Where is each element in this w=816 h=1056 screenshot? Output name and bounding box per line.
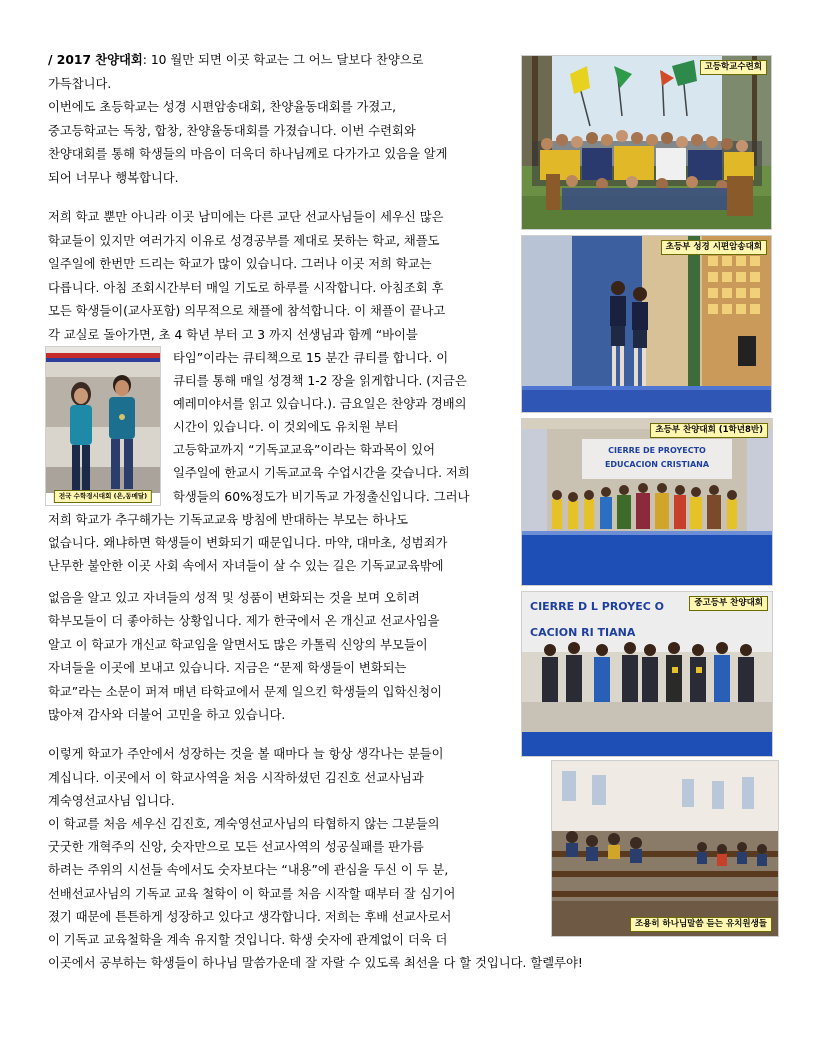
article-line-22: 난무한 불안한 이곳 사회 속에서 자녀들이 살 수 있는 길은 기독교교육밖에 — [48, 559, 444, 573]
article-line-1: / 2017 찬양대회: 10 월만 되면 이곳 학교는 그 어느 달보다 찬양으로 — [48, 53, 424, 67]
article-line-36: 졌기 때문에 튼튼하게 성장하고 있다고 생각합니다. 저희는 후배 선교사로서 — [48, 910, 452, 924]
highschool-banner-line2: CACION RI TIANA — [530, 626, 636, 639]
article-line-24: 학부모들이 더 좋아하는 상황입니다. 제가 한국에서 온 개신교 선교사임을 — [48, 614, 440, 628]
highschool-praise-photo — [521, 591, 773, 757]
article-line-6: 되어 너무나 행복합니다. — [48, 171, 179, 185]
article-line-34: 하려는 주위의 시선들 속에서도 숫자보다는 “내용”에 관심을 두신 이 두 분, — [48, 863, 449, 877]
article-line-21: 없습니다. 왜냐하면 학생들이 변화되기 때문입니다. 마약, 대마초, 성범죄가 — [48, 536, 448, 550]
article-line-2: 가득찹니다. — [48, 77, 112, 91]
kindergarten-photo — [551, 760, 779, 937]
article-line-28: 많아져 감사와 더불어 고민을 하고 있습니다. — [48, 708, 286, 722]
article-line-5: 찬양대회를 통해 학생들의 마음이 더욱더 하나님께로 다가가고 있음을 알게 — [48, 147, 448, 161]
article-line-33: 굿굿한 개혁주의 신앙, 숫자만으로 모든 선교사역의 성공실패를 판가름 — [48, 840, 424, 854]
elementary-praise-photo — [521, 418, 773, 586]
article-line-29: 이렇게 학교가 주안에서 성장하는 것을 볼 때마다 늘 항상 생각나는 분들이 — [48, 747, 444, 761]
article-heading: / 2017 찬양대회 — [48, 53, 143, 67]
kindergarten-caption: 조용히 하나님말씀 듣는 유치원생들 — [630, 917, 772, 932]
highschool-banner-line1: CIERRE D L PROYEC O — [530, 600, 664, 613]
article-line-19: 학생들의 60%정도가 비기독교 가정출신입니다. 그러나 — [173, 490, 470, 504]
article-line-18: 일주일에 한교시 기독교교육 수업시간을 갖습니다. 저희 — [173, 466, 470, 480]
retreat-photo — [521, 55, 772, 230]
article-line-14: 큐티를 통해 매일 성경책 1-2 장을 읽게합니다. (지금은 — [173, 374, 467, 388]
article-line-7: 저희 학교 뿐만 아니라 이곳 남미에는 다른 교단 선교사님들이 세우신 많은 — [48, 210, 444, 224]
article-line-38: 이곳에서 공부하는 학생들이 하나님 말씀가운데 잘 자랄 수 있도록 최선을 다 할 것입니다. 할렐루야! — [48, 956, 583, 970]
article-line-37: 이 기독교 교육철학을 계속 유지할 것입니다. 학생 숫자에 관계없이 더욱 더 — [48, 933, 448, 947]
article-line-16: 시간이 있습니다. 이 것외에도 유치원 부터 — [173, 420, 399, 434]
elementary-banner-line2: EDUCACION CRISTIANA — [604, 460, 710, 469]
article-line-32: 이 학교를 처음 세우신 김진호, 계숙영선교사님의 타협하지 않는 그분들의 — [48, 817, 440, 831]
article-line-13: 타임”이라는 큐티책으로 15 분간 큐티를 합니다. 이 — [173, 351, 449, 365]
article-line-23: 없음을 알고 있고 자녀들의 성적 및 성품이 변화되는 것을 보며 오히려 — [48, 591, 420, 605]
article-line-15: 예레미야서를 읽고 있습니다.). 금요일은 찬양과 경배의 — [173, 397, 467, 411]
article-line-35: 선배선교사님의 기독교 교육 철학이 이 학교를 처음 시작할 때부터 잘 심기어 — [48, 887, 456, 901]
article-line-27: 학교”라는 소문이 퍼져 매년 타학교에서 문제 일으킨 학생들의 입학신청이 — [48, 685, 443, 699]
article-line-31: 계숙영선교사님 입니다. — [48, 794, 175, 808]
highschool-praise-caption: 중고등부 찬양대회 — [689, 596, 768, 611]
article-line-17: 고등학교까지 “기독교교육”이라는 학과목이 있어 — [173, 443, 436, 457]
elementary-praise-caption: 초등부 찬양대회 (1학년8반) — [650, 423, 768, 438]
article-line-3: 이번에도 초등학교는 성경 시편암송대회, 찬양율동대회를 가졌고, — [48, 100, 397, 114]
article-line-8: 학교들이 있지만 여러가지 이유로 성경공부를 제대로 못하는 학교, 채플도 — [48, 234, 440, 248]
psalm-contest-caption: 초등부 성경 시편암송대회 — [661, 240, 767, 255]
article-line-10: 다릅니다. 아침 조회시간부터 매일 기도로 하루를 시작합니다. 아침조회 후 — [48, 281, 444, 295]
psalm-contest-photo — [521, 235, 772, 413]
article-line-20: 저희 학교가 추구해가는 기독교교육 방침에 반대하는 부모는 하나도 — [48, 513, 408, 527]
article-line-11: 모든 학생들이(교사포함) 의무적으로 채플에 참석합니다. 이 채플이 끝나고 — [48, 304, 446, 318]
article-line-9: 일주일에 한번만 드리는 학교가 많이 있습니다. 그러나 이곳 저희 학교는 — [48, 257, 432, 271]
math-contest-caption: 전국 수학경시대회 (은,동메달) — [54, 490, 152, 503]
math-contest-photo — [45, 346, 161, 506]
article-line-26: 자녀들을 이곳에 보내고 있습니다. 지금은 “문제 학생들이 변화되는 — [48, 661, 407, 675]
article-line-12: 각 교실로 돌아가면, 초 4 학년 부터 고 3 까지 선생님과 함께 “바이블 — [48, 328, 418, 342]
article-line-30: 계십니다. 이곳에서 이 학교사역을 처음 시작하셨던 김진호 선교사님과 — [48, 771, 424, 785]
retreat-caption: 고등학교수련회 — [700, 60, 767, 75]
elementary-banner-line1: CIERRE DE PROYECTO — [608, 446, 706, 455]
article-line-25: 알고 이 학교가 개신교 학교임을 알면서도 많은 카톨릭 신앙의 부모들이 — [48, 638, 428, 652]
article-line-4: 중고등학교는 독창, 합창, 찬양율동대회를 가졌습니다. 이번 수련회와 — [48, 124, 416, 138]
